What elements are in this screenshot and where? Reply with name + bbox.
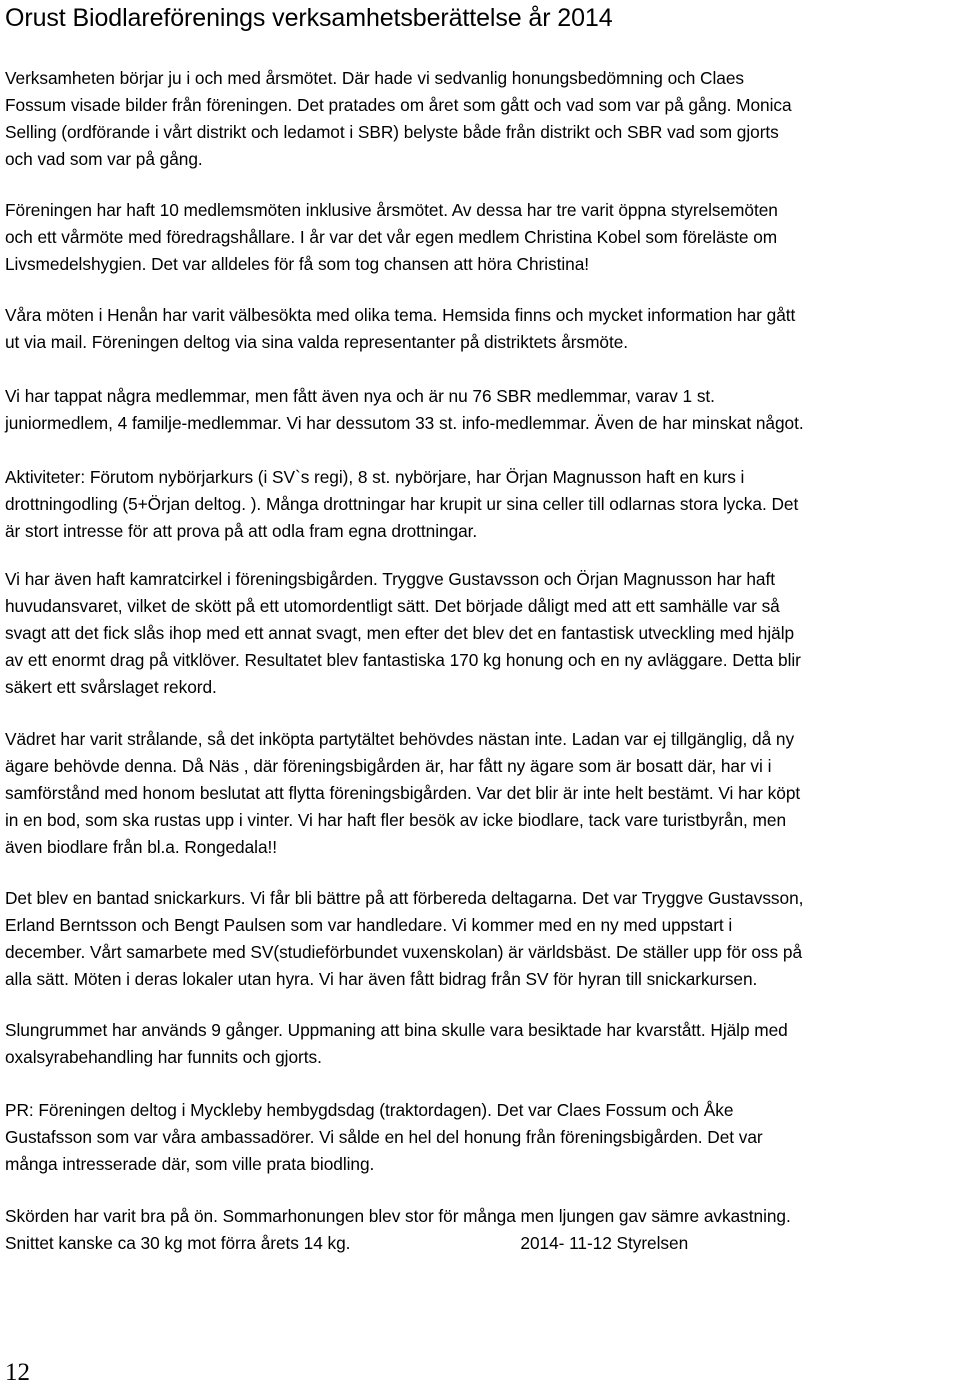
text-line: Det blev en bantad snickarkurs. Vi får bli bättre på att förbereda deltagarna. Det var Tryggve Gustavsson, (5, 888, 804, 908)
text-line: drottningodling (5+Örjan deltog. ). Många drottningar har krupit ur sina celler till odlarnas stora lycka. Det (5, 494, 799, 514)
paragraph-extraction-room (5, 1017, 788, 1071)
text-line: Verksamheten börjar ju i och med årsmötet. Där hade vi sedvanlig honungsbedömning och Claes (5, 68, 744, 88)
text-line: Våra möten i Henån har varit välbesökta med olika tema. Hemsida finns och mycket information har gått (5, 305, 796, 325)
page-number: 12 (5, 1359, 30, 1386)
document-title: Orust Biodlareförenings verksamhetsberättelse år 2014 (5, 4, 613, 32)
paragraph-annual-meeting (5, 65, 792, 173)
paragraph-membership (5, 383, 804, 437)
paragraph-study-circle (5, 566, 801, 701)
harvest-last-line: Snittet kanske ca 30 kg mot förra årets 14 kg. (5, 1233, 351, 1253)
paragraph-carpentry-course (5, 885, 803, 993)
text-line: Livsmedelshygien. Det var alldeles för få som tog chansen att höra Christina! (5, 254, 590, 274)
text-line: Aktiviteter: Förutom nybörjarkurs (i SV`s regi), 8 st. nybörjare, har Örjan Magnusson haft en kurs i (5, 467, 745, 487)
paragraph-weather-apiary (5, 726, 800, 861)
text-line: Vi har även haft kamratcirkel i föreningsbigården. Tryggve Gustavsson och Örjan Magnusson har haft (5, 569, 775, 589)
paragraph-member-meetings (5, 197, 778, 278)
text-line: ägare behövde denna. Då Näs , där föreningsbigården är, har fått ny ägare som är bosatt där, har vi i (5, 756, 772, 776)
text-line: även biodlare från bl.a. Rongedala!! (5, 837, 278, 857)
text-line: juniormedlem, 4 familje-medlemmar. Vi har dessutom 33 st. info-medlemmar. Även de har minskat något. (5, 413, 804, 433)
text-line: av ett enormt drag på vitklöver. Resultatet blev fantastiska 170 kg honung och en ny avläggare. Detta blir (5, 650, 801, 670)
text-line: Gustafsson som var våra ambassadörer. Vi sålde en hel del honung från föreningsbigården. Det var (5, 1127, 763, 1147)
paragraph-harvest (5, 1203, 791, 1257)
text-line (5, 1230, 791, 1257)
text-line: Slungrummet har används 9 gånger. Uppmaning att bina skulle vara besiktade har kvarstått. Hjälp med (5, 1020, 788, 1040)
text-line: är stort intresse för att prova på att odla fram egna drottningar. (5, 521, 478, 541)
text-line: oxalsyrabehandling har funnits och gjorts. (5, 1047, 322, 1067)
text-line: Föreningen har haft 10 medlemsmöten inklusive årsmötet. Av dessa har tre varit öppna styrelsemöten (5, 200, 778, 220)
signature-date: 2014- 11-12 Styrelsen (520, 1233, 689, 1253)
text-line: Selling (ordförande i vårt distrikt och ledamot i SBR) belyste både från distrikt och SBR vad som gjorts (5, 122, 779, 142)
text-line: ut via mail. Föreningen deltog via sina valda representanter på distriktets årsmöte. (5, 332, 629, 352)
text-line: alla sätt. Möten i deras lokaler utan hyra. Vi har även fått bidrag från SV för hyran till snickarkursen. (5, 969, 758, 989)
text-line: Skörden har varit bra på ön. Sommarhonungen blev stor för många men ljungen gav sämre avkastning. (5, 1206, 791, 1226)
text-line: Vi har tappat några medlemmar, men fått även nya och är nu 76 SBR medlemmar, varav 1 st. (5, 386, 715, 406)
text-line: många intresserade där, som ville prata biodling. (5, 1154, 375, 1174)
text-line: december. Vårt samarbete med SV(studieförbundet vuxenskolan) är världsbäst. De ställer upp för oss på (5, 942, 803, 962)
text-line: PR: Föreningen deltog i Myckleby hembygdsdag (traktordagen). Det var Claes Fossum och Åke (5, 1100, 734, 1120)
text-line: och ett vårmöte med föredragshållare. I år var det vår egen medlem Christina Kobel som föreläste om (5, 227, 778, 247)
text-line: Erland Berntsson och Bengt Paulsen som var handledare. Vi kommer med en ny med uppstart i (5, 915, 733, 935)
paragraph-pr (5, 1097, 763, 1178)
text-line: in en bod, som ska rustas upp i vinter. Vi har haft fler besök av icke biodlare, tack vare turistbyrån, men (5, 810, 787, 830)
text-line: Vädret har varit strålande, så det inköpta partytältet behövdes nästan inte. Ladan var ej tillgänglig, då ny (5, 729, 795, 749)
paragraph-meetings-henan (5, 302, 795, 356)
text-line: huvudansvaret, vilket de skött på ett utomordentligt sätt. Det började dåligt med att ett samhälle var så (5, 596, 780, 616)
text-line: samförstånd med honom beslutat att flytta föreningsbigården. Var det blir är inte helt bestämt. Vi har köpt (5, 783, 801, 803)
text-line: svagt att det fick slås ihop med ett annat svagt, men efter det blev det en fantastisk utveckling med hjälp (5, 623, 795, 643)
paragraph-activities (5, 464, 798, 545)
text-line: och vad som var på gång. (5, 149, 203, 169)
text-line: säkert ett svårslaget rekord. (5, 677, 217, 697)
document-page (5, 0, 957, 1253)
text-line: Fossum visade bilder från föreningen. Det pratades om året som gått och vad som var på gång. Monica (5, 95, 792, 115)
